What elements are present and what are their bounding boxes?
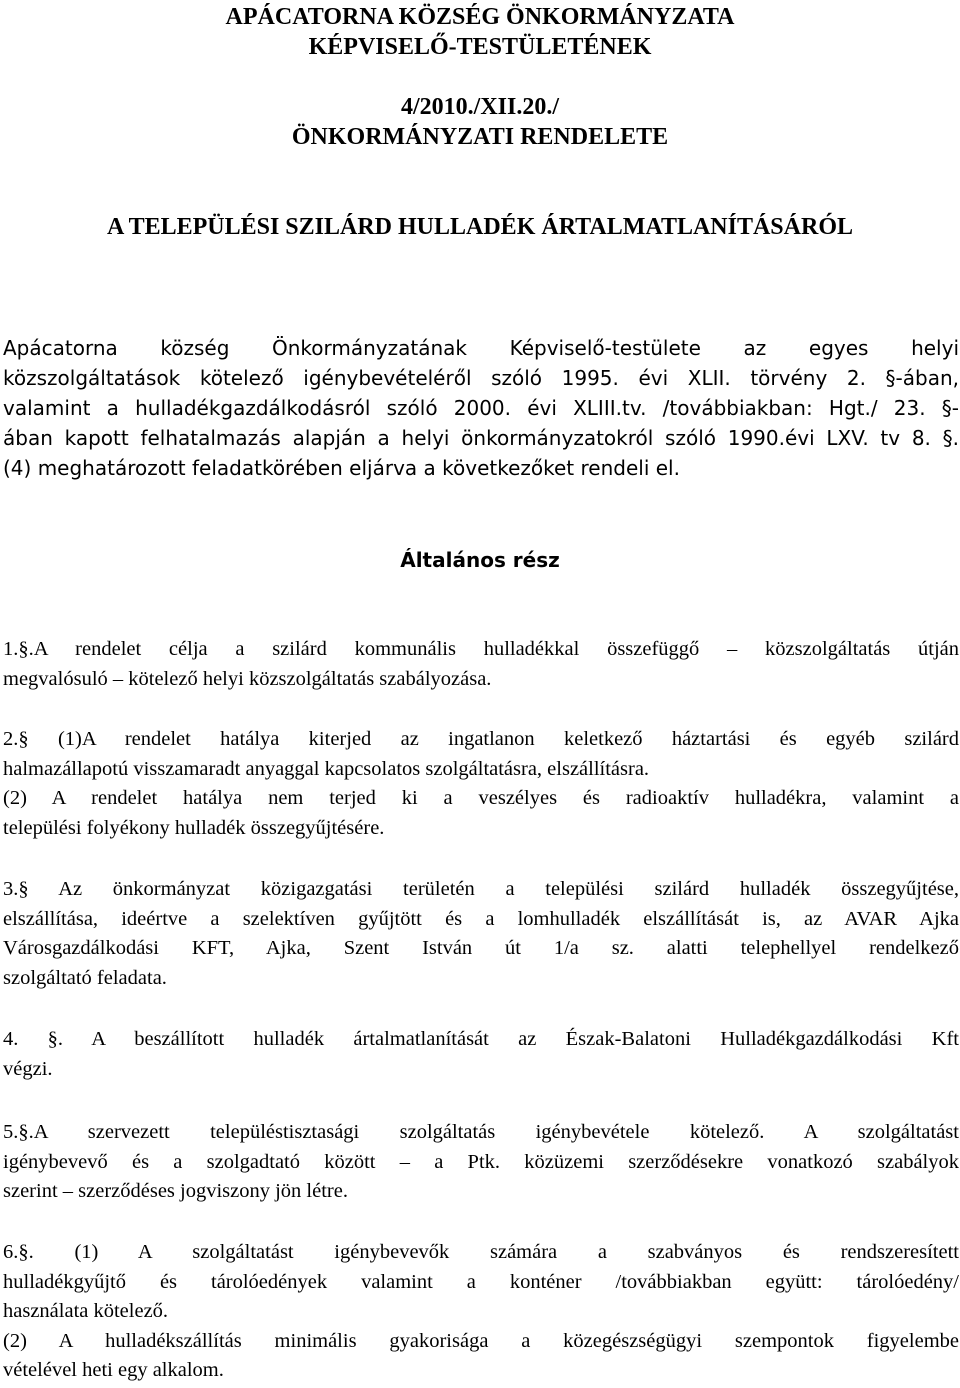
paragraph-4 (3, 1025, 959, 1084)
paragraph-line: 6.§. (1) A szolgáltatást igénybevevők számára a szabványos és rendszeresített (3, 1241, 959, 1263)
paragraph-line: (2) A hulladékszállítás minimális gyakorisága a közegészségügyi szempontok figyelembe (3, 1329, 959, 1352)
paragraph-line: vételével heti egy alkalom. (3, 1359, 224, 1381)
paragraph-line: (2) A rendelet hatálya nem terjed ki a veszélyes és radioaktív hulladékra, valamint a (3, 787, 959, 809)
title-line-4: ÖNKORMÁNYZATI RENDELETE (291, 124, 669, 150)
paragraph-line: 3.§ Az önkormányzat közigazgatási területén a települési szilárd hulladék összegyűjtése, (3, 878, 959, 900)
paragraph-line: 5.§.A szervezett településtisztasági szolgáltatás igénybevétele kötelező. A szolgáltatást (3, 1121, 959, 1143)
section-heading: Általános rész (400, 548, 560, 572)
paragraph-line: Városgazdálkodási KFT, Ajka, Szent István út 1/a sz. alatti telephellyel rendelkező (3, 937, 959, 959)
paragraph-line: hulladékgyűjtő és tárolóedények valamint a konténer /továbbiakban együtt: tárolóedény/ (3, 1270, 959, 1293)
paragraph-line: halmazállapotú visszamaradt anyaggal kapcsolatos szolgáltatásra, elszállításra. (3, 757, 650, 780)
preamble-line: közszolgáltatások kötelező igénybevételéről szóló 1995. évi XLII. törvény 2. §-ában, (3, 366, 959, 390)
paragraph-line: végzi. (3, 1057, 53, 1080)
paragraph-line: 2.§ (1)A rendelet hatálya kiterjed az ingatlanon keletkező háztartási és egyéb szilárd (3, 728, 959, 750)
preamble-line: (4) meghatározott feladatkörében eljárva a következőket rendeli el. (3, 456, 680, 480)
paragraph-line: szerint – szerződéses jogviszony jön létre. (3, 1180, 348, 1202)
title-line-1: APÁCATORNA KÖZSÉG ÖNKORMÁNYZATA (225, 4, 735, 30)
paragraph-line: elszállítása, ideértve a szelektíven gyűjtött és a lomhulladék elszállítását is, az AVAR Ajka (3, 907, 959, 930)
paragraph-line: 4. §. A beszállított hulladék ártalmatlanítását az Észak-Balatoni Hulladékgazdálkodási Kft (3, 1028, 959, 1050)
decree-subject: A TELEPÜLÉSI SZILÁRD HULLADÉK ÁRTALMATLANÍTÁSÁRÓL (107, 214, 853, 240)
paragraph-2 (3, 725, 959, 843)
paragraph-line: igénybevevő és a szolgadtató között – a Ptk. közüzemi szerződésekre vonatkozó szabályok (3, 1150, 959, 1173)
paragraph-5 (3, 1118, 959, 1207)
preamble (3, 333, 959, 483)
paragraph-line: 1.§.A rendelet célja a szilárd kommunális hulladékkal összefüggő – közszolgáltatás útján (3, 638, 959, 660)
paragraph-1 (3, 635, 959, 694)
decree-number: 4/2010./XII.20./ (400, 94, 559, 120)
paragraph-line: megvalósuló – kötelező helyi közszolgáltatás szabályozása. (3, 667, 492, 690)
paragraph-3 (3, 875, 959, 993)
preamble-line: Apácatorna község Önkormányzatának Képviselő-testülete az egyes helyi (3, 336, 959, 360)
preamble-line: valamint a hulladékgazdálkodásról szóló 2000. évi XLIII.tv. /továbbiakban: Hgt./ 23. §- (3, 396, 959, 420)
paragraph-6 (3, 1238, 959, 1386)
paragraph-line: települési folyékony hulladék összegyűjtésére. (3, 816, 385, 839)
preamble-line: ában kapott felhatalmazás alapján a helyi önkormányzatokról szóló 1990.évi LXV. tv 8. §. (3, 426, 959, 450)
paragraph-line: szolgáltató feladata. (3, 966, 167, 989)
title-line-2: KÉPVISELŐ-TESTÜLETÉNEK (308, 34, 652, 60)
paragraph-line: használata kötelező. (3, 1300, 169, 1322)
